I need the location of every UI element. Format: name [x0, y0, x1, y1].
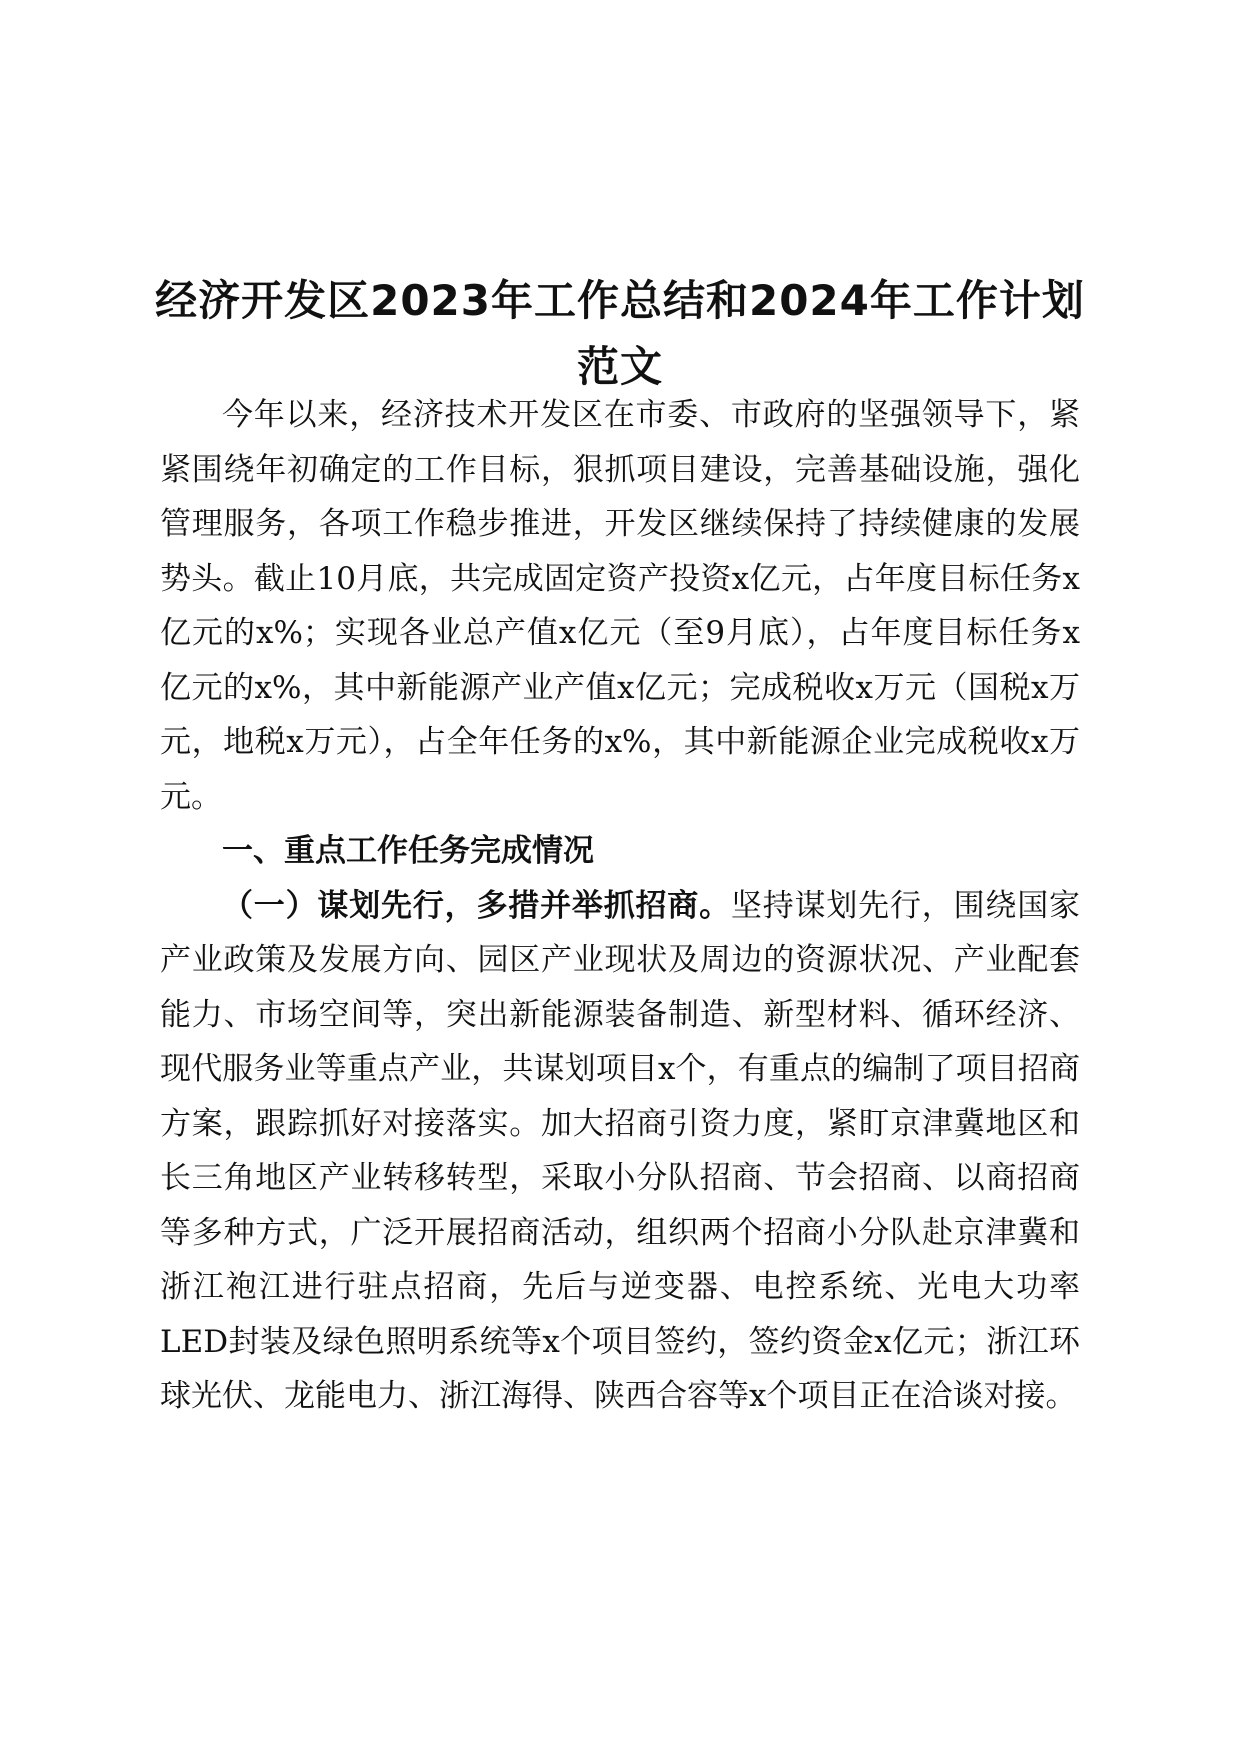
intro-paragraph: 今年以来，经济技术开发区在市委、市政府的坚强领导下，紧紧围绕年初确定的工作目标，狠抓项目建设，完善基础设施，强化管理服务，各项工作稳步推进，开发区继续保持了持续健康的发展势头。截止10月底，共完成固定资产投资x亿元，占年度目标任务x亿元的x%；实现各业总产值x亿元（至9月底），占年度目标任务x亿元的x%，其中新能源产业产值x亿元；完成税收x万元（国税x万元，地税x万元），占全年任务的x%，其中新能源企业完成税收x万元。 — [160, 397, 1080, 815]
document-title: 经济开发区2023年工作总结和2024年工作计划范文 — [155, 276, 1085, 391]
section-heading-1: 一、重点工作任务完成情况 — [222, 833, 594, 869]
subsection-paragraph-1 — [160, 879, 1080, 1424]
subsection-text-1: 坚持谋划先行，围绕国家产业政策及发展方向、园区产业现状及周边的资源状况、产业配套能力、市场空间等，突出新能源装备制造、新型材料、循环经济、现代服务业等重点产业，共谋划项目x个，有重点的编制了项目招商方案，跟踪抓好对接落实。加大招商引资力度，紧盯京津冀地区和长三角地区产业转移转型，采取小分队招商、节会招商、以商招商等多种方式，广泛开展招商活动，组织两个招商小分队赴京津冀和浙江袍江进行驻点招商，先后与逆变器、电控系统、光电大功率LED封装及绿色照明系统等x个项目签约，签约资金x亿元；浙江环球光伏、龙能电力、浙江海得、陕西合容等x个项目正在洽谈对接。 — [160, 887, 1080, 1414]
subsection-heading-1: （一）谋划先行，多措并举抓招商。 — [222, 887, 731, 924]
document-body — [160, 388, 1080, 1424]
